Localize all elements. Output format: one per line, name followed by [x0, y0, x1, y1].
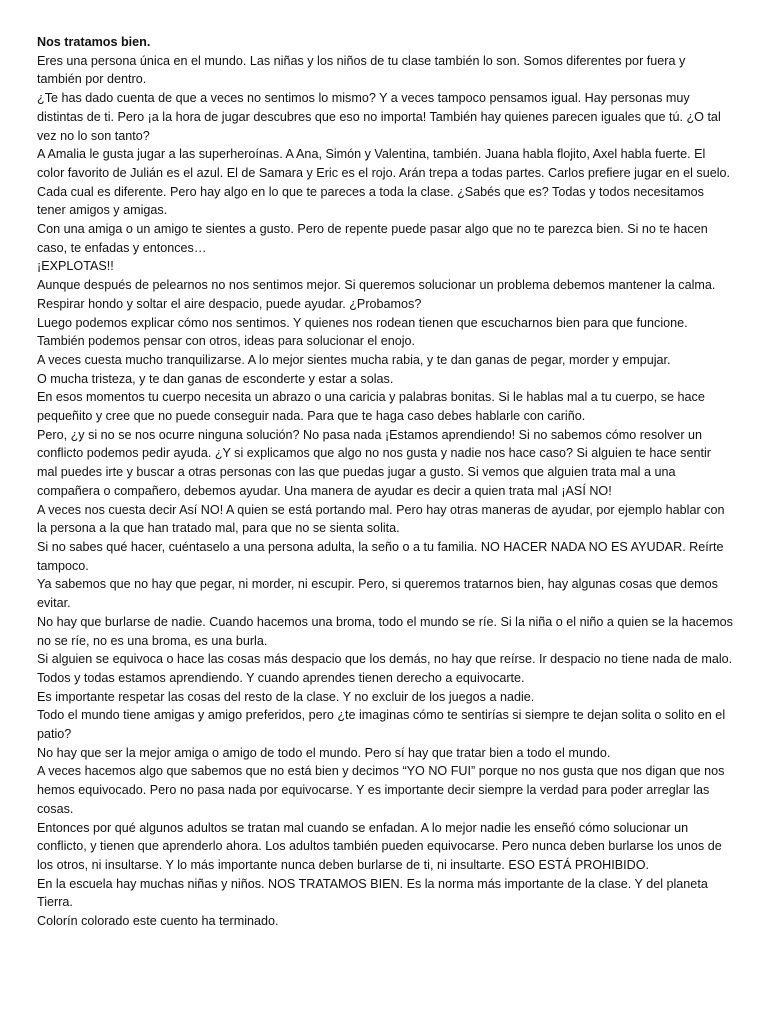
paragraph: A veces hacemos algo que sabemos que no está bien y decimos “YO NO FUI” porque no nos gusta que nos digan que nos hemos equivocado. Pero no pasa nada por equivocarse. Y es importante decir siempre la verdad para poder arreglar las cosas.	[37, 764, 725, 816]
paragraph: A Amalia le gusta jugar a las superheroínas. A Ana, Simón y Valentina, también. Juana habla flojito, Axel habla fuerte. El color favorito de Julián es el azul. El de Samara y Eric es el rojo. Arán trepa a todas partes. Carlos prefiere jugar en el suelo. Cada cual es diferente. Pero hay algo en lo que te pareces a toda la clase. ¿Sabés que es? Todas y todos necesitamos tener amigos y amigas.	[37, 147, 731, 218]
paragraph: A veces nos cuesta decir Así NO! A quien se está portando mal. Pero hay otras maneras de ayudar, por ejemplo hablar con la persona a la que han tratado mal, para que no se sienta solita.	[37, 502, 725, 536]
paragraph: En la escuela hay muchas niñas y niños. NOS TRATAMOS BIEN. Es la norma más importante de la clase. Y del planeta Tierra.	[37, 876, 708, 910]
paragraph: Colorín colorado este cuento ha terminado.	[37, 914, 279, 929]
paragraph: Ya sabemos que no hay que pegar, ni morder, ni escupir. Pero, si queremos tratarnos bien, hay algunas cosas que demos evitar.	[37, 577, 718, 611]
paragraph: ¿Te has dado cuenta de que a veces no sentimos lo mismo? Y a veces tampoco pensamos igual. Hay personas muy distintas de ti. Pero ¡a la hora de jugar descubres que eso no importa! También hay quienes parecen iguales que tú. ¿O tal vez no lo son tanto?	[37, 91, 721, 143]
paragraph: Aunque después de pelearnos no nos sentimos mejor. Si queremos solucionar un problema debemos mantener la calma. Respirar hondo y soltar el aire despacio, puede ayudar. ¿Probamos?	[37, 278, 716, 311]
paragraph: No hay que ser la mejor amiga o amigo de todo el mundo. Pero sí hay que tratar bien a todo el mundo.	[37, 745, 611, 760]
paragraph: Todo el mundo tiene amigas y amigo preferidos, pero ¿te imaginas cómo te sentirías si siempre te dejan solita o solito en el patio?	[37, 708, 726, 742]
paragraph: A veces cuesta mucho tranquilizarse. A lo mejor sientes mucha rabia, y te dan ganas de pegar, morder y empujar.	[37, 352, 671, 367]
paragraph: Eres una persona única en el mundo. Las niñas y los niños de tu clase también lo son. Somos diferentes por fuera y también por dentro.	[37, 53, 686, 87]
document-title: Nos tratamos bien.	[37, 35, 151, 49]
paragraph: O mucha tristeza, y te dan ganas de esconderte y estar a solas.	[37, 371, 394, 386]
paragraph: Pero, ¿y si no se nos ocurre ninguna solución? No pasa nada ¡Estamos aprendiendo! Si no sabemos cómo resolver un conflicto podemos pedir ayuda. ¿Y si explicamos que algo no nos gusta y nadie nos hace caso? Si alguien te hace sentir mal puedes irte y buscar a otras personas con las que puedas jugar a gusto. Si vemos que alguien trata mal a una compañera o compañero, debemos ayudar. Una manera de ayudar es decir a quien trata mal ¡ASÍ NO!	[37, 427, 711, 498]
paragraph: Si no sabes qué hacer, cuéntaselo a una persona adulta, la seño o a tu familia. NO HACER NADA NO ES AYUDAR. Reírte tampoco.	[37, 539, 724, 573]
paragraph: Con una amiga o un amigo te sientes a gusto. Pero de repente puede pasar algo que no te parezca bien. Si no te hacen caso, te enfadas y entonces…	[37, 222, 708, 255]
paragraph: En esos momentos tu cuerpo necesita un abrazo o una caricia y palabras bonitas. Si le hablas mal a tu cuerpo, se hace pequeñito y cree que no puede conseguir nada. Para que te haga caso debes hablarle con cariño.	[37, 390, 705, 424]
paragraph: ¡EXPLOTAS!!	[37, 259, 114, 274]
paragraph: No hay que burlarse de nadie. Cuando hacemos una broma, todo el mundo se ríe. Si la niña o el niño a quien se la hacemos no se ríe, no es una broma, es una burla.	[37, 614, 733, 648]
paragraph: Luego podemos explicar cómo nos sentimos. Y quienes nos rodean tienen que escucharnos bien para que funcione. También podemos pensar con otros, ideas para solucionar el enojo.	[37, 315, 688, 349]
paragraph: Si alguien se equivoca o hace las cosas más despacio que los demás, no hay que reírse. Ir despacio no tiene nada de malo. Todos y todas estamos aprendiendo. Y cuando aprendes tienen derecho a equivocarte.	[37, 652, 733, 685]
paragraph: Es importante respetar las cosas del resto de la clase. Y no excluir de los juegos a nadie.	[37, 689, 535, 704]
paragraph: Entonces por qué algunos adultos se tratan mal cuando se enfadan. A lo mejor nadie les enseñó cómo solucionar un conflicto, y tienen que aprenderlo ahora. Los adultos también pueden equivocarse. Pero nunca deben burlarse los unos de los otros, ni insultarse. Y lo más importante nunca deben burlarse de ti, ni insultarte. ESO ESTÁ PROHIBIDO.	[37, 820, 722, 872]
document-body	[37, 33, 733, 931]
